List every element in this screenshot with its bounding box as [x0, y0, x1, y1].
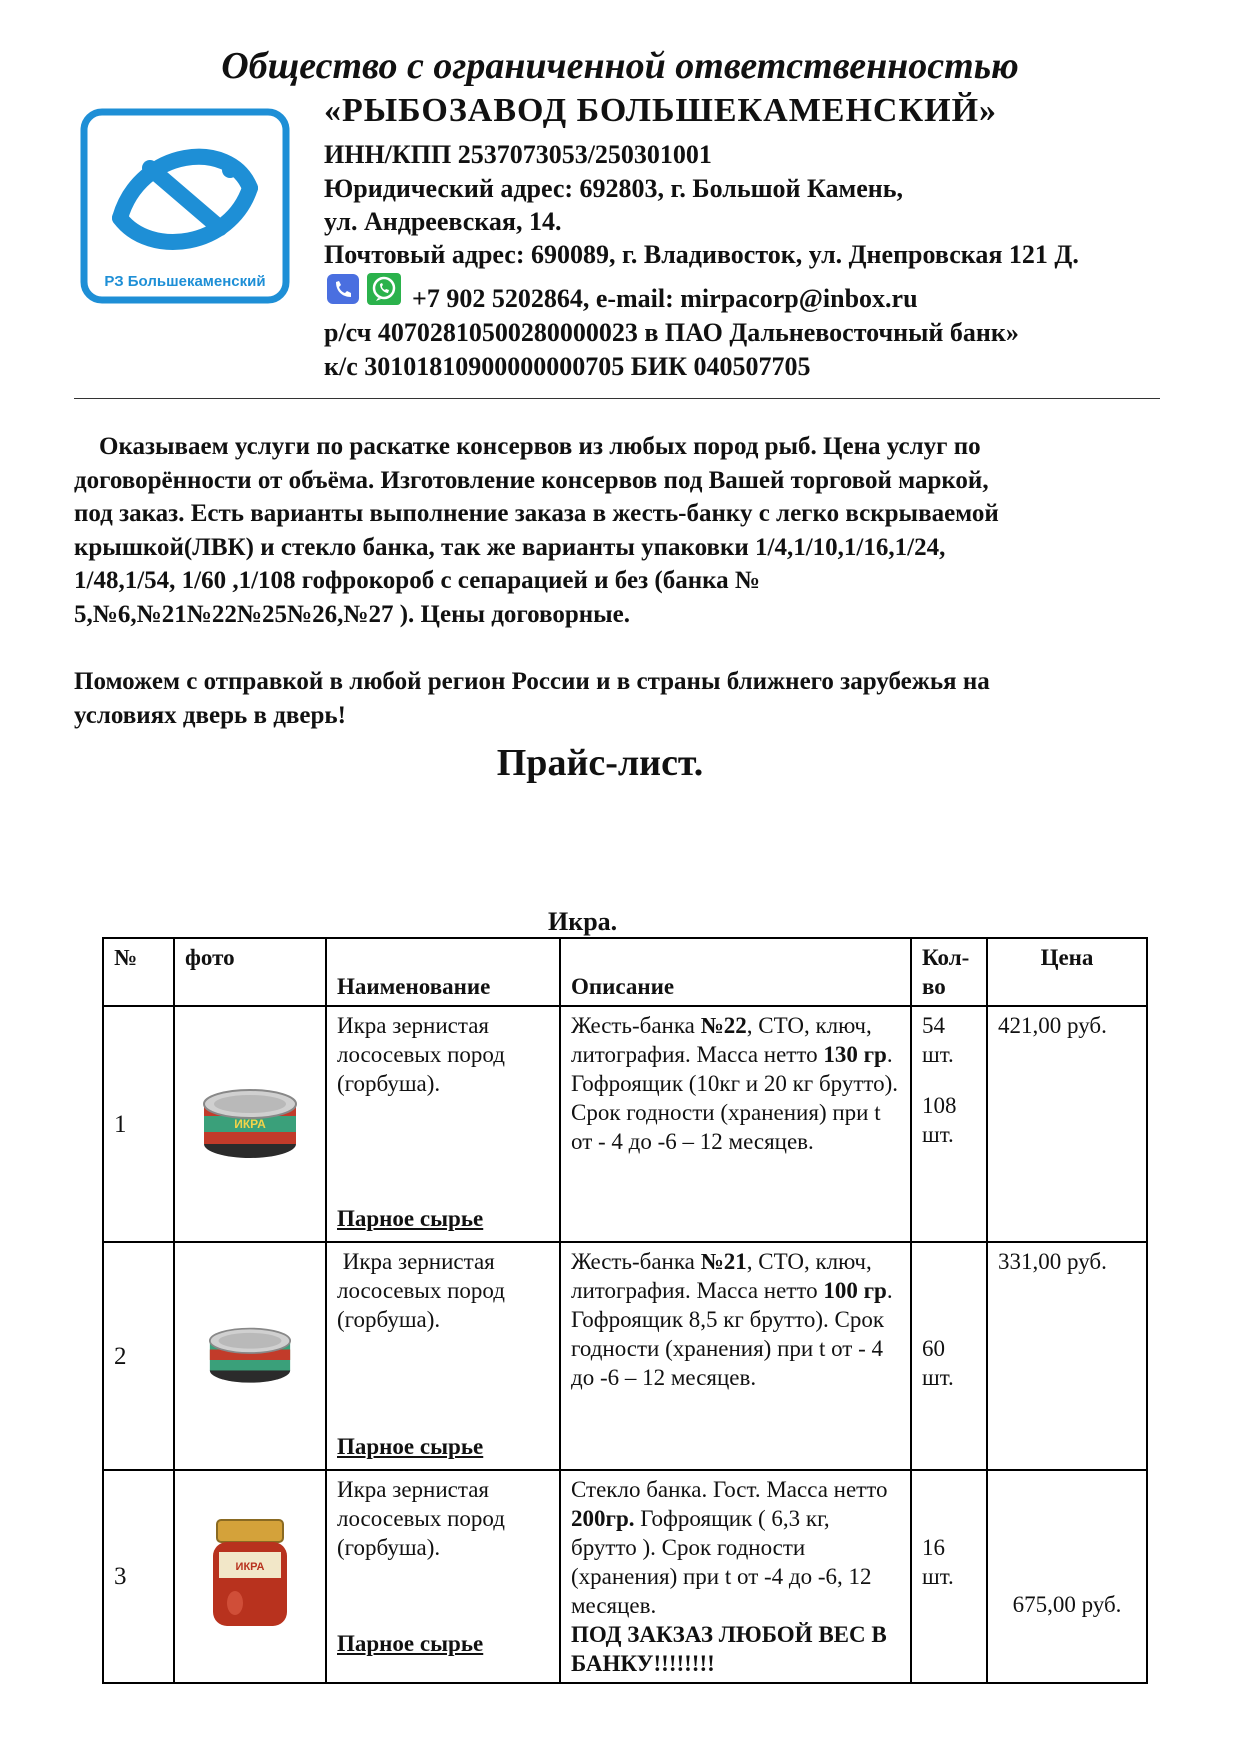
product-name: Икра зернистая лососевых пород (горбуша). [337, 1477, 505, 1560]
header-num: № [103, 938, 174, 1006]
product-quantity [911, 1242, 987, 1470]
caviar-can-icon [195, 1066, 305, 1176]
row-number: 3 [103, 1470, 174, 1683]
row-number: 1 [103, 1006, 174, 1242]
desc-bold: 130 гр [823, 1042, 887, 1067]
bank-account: р/сч 40702810500280000023 в ПАО Дальневосточный банк» [324, 318, 1019, 347]
product-photo [174, 1242, 326, 1470]
intro-line: 5,№6,№21№22№25№26,№27 ). Цены договорные. [74, 600, 631, 628]
desc-bold: №22 [700, 1013, 747, 1038]
desc-bold: 100 гр [823, 1278, 887, 1303]
desc-text: Жесть-банка [571, 1249, 701, 1274]
svg-text:ИКРА: ИКРА [235, 1561, 265, 1573]
raw-material-label: Парное сырье [337, 1434, 484, 1459]
product-quantity [911, 1470, 987, 1683]
intro-line: условиях дверь в дверь! [74, 701, 346, 729]
intro-paragraph-2 [74, 665, 1180, 732]
table-row [103, 1006, 1147, 1242]
correspondent-account: к/с 30101810900000000705 БИК 040507705 [324, 352, 811, 381]
product-price: 421,00 руб. [987, 1006, 1147, 1242]
price-value: 675,00 руб. [1012, 1592, 1122, 1617]
intro-line: договорённости от объёма. Изготовление консервов под Вашей торговой маркой, [74, 466, 989, 494]
phone-email: +7 902 5202864, e-mail: mirpacorp@inbox.ru [412, 284, 918, 313]
desc-text: Гофроящик ( 6,3 кг, брутто ). Срок годности (хранения) при t от -4 до -6, 12 месяцев. [571, 1506, 872, 1618]
company-form: Общество с ограниченной ответственностью [221, 45, 1019, 87]
inn-line: ИНН/КПП 2537073053/250301001 [324, 140, 712, 169]
desc-text: Стекло банка. Гост. Масса нетто [571, 1477, 888, 1502]
desc-text: . Гофроящик 8,5 кг брутто). Срок годности (хранения) при t от - 4 до -6 – 12 месяцев. [571, 1278, 893, 1390]
intro-line: Оказываем услуги по раскатке консервов из любых пород рыб. Цена услуг по [74, 433, 981, 460]
product-description [560, 1242, 911, 1470]
table-row [103, 1242, 1147, 1470]
raw-material-label: Парное сырье [337, 1631, 484, 1656]
header-divider [74, 398, 1160, 399]
desc-text: Жесть-банка [571, 1013, 701, 1038]
company-name: «РЫБОЗАВОД БОЛЬШЕКАМЕНСКИЙ» [324, 92, 998, 129]
product-name-cell [326, 1242, 560, 1470]
price-list-title: Прайс-лист. [496, 742, 704, 784]
desc-bold: 200гр. [571, 1506, 635, 1531]
header-name: Наименование [326, 938, 560, 1006]
desc-bold: №21 [700, 1249, 747, 1274]
svg-text:ИКРА: ИКРА [234, 1116, 266, 1131]
product-description [560, 1470, 911, 1683]
qty-value: 108 шт. [922, 1093, 957, 1147]
price-table [102, 937, 1148, 1684]
desc-text: . Гофроящик (10кг и 20 кг брутто). Срок годности (хранения) при t от - 4 до -6 – 12 месяцев. [571, 1042, 899, 1154]
caviar-jar-icon [195, 1508, 305, 1638]
viber-icon [326, 273, 360, 305]
company-logo [80, 108, 290, 304]
product-quantity [911, 1006, 987, 1242]
intro-line: 1/48,1/54, 1/60 ,1/108 гофрокороб с сепарацией и без (банка № [74, 567, 760, 595]
legal-address-line-1: Юридический адрес: 692803, г. Большой Камень, [324, 174, 903, 203]
intro-paragraph-1 [74, 430, 1180, 632]
table-row [103, 1470, 1147, 1683]
qty-value: 54 шт. [922, 1013, 954, 1067]
header-photo: фото [174, 938, 326, 1006]
intro-line: крышкой(ЛВК) и стекло банка, так же варианты упаковки 1/4,1/10,1/16,1/24, [74, 533, 946, 561]
qty-value: 60 шт. [922, 1336, 954, 1390]
intro-line: под заказ. Есть варианты выполнение заказа в жесть-банку с легко вскрываемой [74, 500, 999, 528]
product-price: 331,00 руб. [987, 1242, 1147, 1470]
product-description [560, 1006, 911, 1242]
logo-caption: РЗ Большекаменский [104, 273, 266, 290]
raw-material-label: Парное сырье [337, 1206, 484, 1231]
section-title: Икра. [548, 907, 618, 936]
product-name-cell [326, 1006, 560, 1242]
contact-icons [326, 272, 402, 306]
whatsapp-icon [366, 272, 402, 306]
product-name-cell [326, 1470, 560, 1683]
header-description: Описание [560, 938, 911, 1006]
order-note: ПОД ЗАКЗАЗ ЛЮБОЙ ВЕС В БАНКУ!!!!!!!! [571, 1622, 887, 1676]
product-photo [174, 1006, 326, 1242]
row-number: 2 [103, 1242, 174, 1470]
table-header-row [103, 938, 1147, 1006]
product-name: Икра зернистая лососевых пород (горбуша). [337, 1249, 511, 1332]
header-price: Цена [987, 938, 1147, 1006]
qty-value: 16 шт. [922, 1535, 954, 1589]
postal-address: Почтовый адрес: 690089, г. Владивосток, ул. Днепровская 121 Д. [324, 240, 1079, 269]
legal-address-line-2: ул. Андреевская, 14. [324, 207, 562, 236]
product-price [987, 1470, 1147, 1683]
caviar-can-icon [202, 1308, 298, 1398]
header-qty: Кол-во [911, 938, 987, 1006]
product-photo [174, 1470, 326, 1683]
product-name: Икра зернистая лососевых пород (горбуша). [337, 1013, 505, 1096]
desc-text: , СТО, ключ, литография. Масса нетто [571, 1249, 872, 1303]
desc-text: , СТО, ключ, литография. Масса нетто [571, 1013, 872, 1067]
intro-line: Поможем с отправкой в любой регион России и в страны ближнего зарубежья на [74, 668, 990, 695]
